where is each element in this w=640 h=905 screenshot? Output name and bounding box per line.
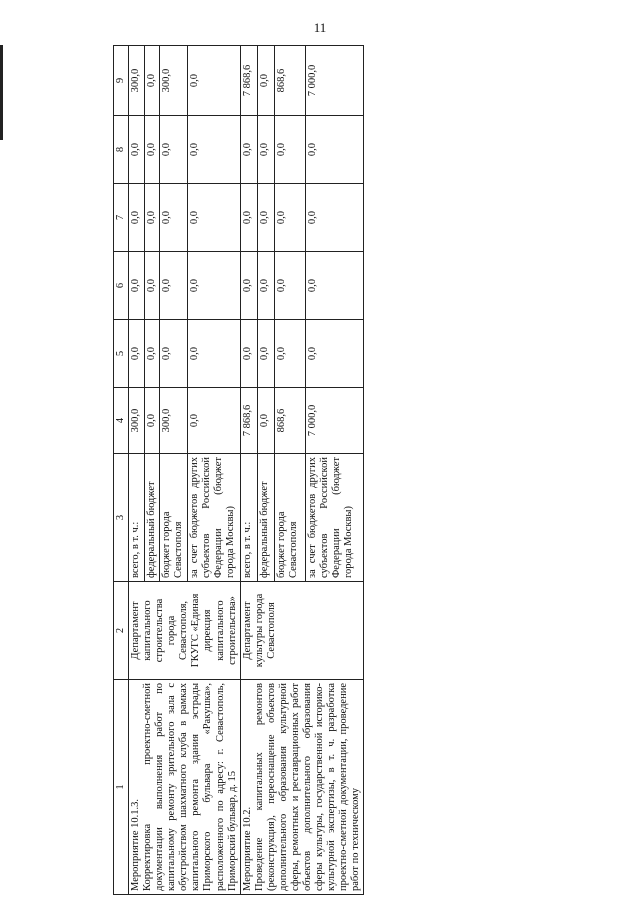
value-cell: 7 000,0 bbox=[305, 46, 363, 116]
value-cell: 300,0 bbox=[129, 46, 144, 116]
executor-cell: Департамент культуры города Севастополя bbox=[240, 582, 364, 680]
page-number: 11 bbox=[313, 20, 327, 35]
source-cell: за счет бюджетов других субъектов Российской Федерации (бюджет города Москвы) bbox=[187, 454, 240, 582]
value-cell: 7 000,0 bbox=[305, 388, 363, 454]
value-cell: 0,0 bbox=[274, 252, 305, 320]
source-cell: за счет бюджетов других субъектов Российской Федерации (бюджет города Москвы) bbox=[305, 454, 363, 582]
value-cell: 868,6 bbox=[274, 46, 305, 116]
scan-edge-mark bbox=[0, 45, 3, 140]
value-cell: 0,0 bbox=[144, 388, 159, 454]
source-cell: федеральный бюджет bbox=[257, 454, 274, 582]
value-cell: 0,0 bbox=[305, 116, 363, 184]
value-cell: 0,0 bbox=[274, 184, 305, 252]
value-cell: 0,0 bbox=[144, 116, 159, 184]
value-cell: 0,0 bbox=[187, 46, 240, 116]
value-cell: 0,0 bbox=[129, 116, 144, 184]
value-cell: 0,0 bbox=[160, 184, 188, 252]
value-cell: 0,0 bbox=[240, 320, 257, 388]
value-cell: 0,0 bbox=[305, 184, 363, 252]
financing-table bbox=[113, 45, 364, 895]
value-cell: 0,0 bbox=[187, 184, 240, 252]
header-col-5: 5 bbox=[114, 320, 129, 388]
header-col-4: 4 bbox=[114, 388, 129, 454]
header-col-7: 7 bbox=[114, 184, 129, 252]
source-cell: федеральный бюджет bbox=[144, 454, 159, 582]
value-cell: 0,0 bbox=[257, 116, 274, 184]
header-col-3: 3 bbox=[114, 454, 129, 582]
value-cell: 0,0 bbox=[187, 320, 240, 388]
value-cell: 300,0 bbox=[129, 388, 144, 454]
measure-title: Мероприятие 10.1.3. bbox=[130, 798, 142, 891]
measure-description: Корректировка проектно-сметной документации выполнения работ по капитальному ремонту зрительного зала с обустройством шахматного клуба в рамках капитального ремонта здания эстрады Приморского бульвара «Ракушка», расположенного по адресу: г. Севастополь, Приморский бульвар, д. 15 bbox=[142, 683, 238, 891]
value-cell: 0,0 bbox=[187, 252, 240, 320]
value-cell: 300,0 bbox=[160, 388, 188, 454]
value-cell: 0,0 bbox=[305, 252, 363, 320]
value-cell: 0,0 bbox=[305, 320, 363, 388]
value-cell: 0,0 bbox=[187, 388, 240, 454]
value-cell: 0,0 bbox=[274, 320, 305, 388]
value-cell: 0,0 bbox=[129, 252, 144, 320]
rotated-table-wrapper bbox=[113, 47, 558, 895]
value-cell: 0,0 bbox=[274, 116, 305, 184]
executor-cell: Департамент капитального строительства города Севастополя, ГКУГС «Единая дирекция капитального строительства» bbox=[129, 582, 241, 680]
source-cell: бюджет города Севастополя bbox=[274, 454, 305, 582]
value-cell: 0,0 bbox=[257, 320, 274, 388]
header-col-8: 8 bbox=[114, 116, 129, 184]
value-cell: 0,0 bbox=[144, 320, 159, 388]
value-cell: 0,0 bbox=[240, 252, 257, 320]
measure-cell bbox=[240, 680, 364, 895]
value-cell: 0,0 bbox=[257, 46, 274, 116]
value-cell: 0,0 bbox=[144, 46, 159, 116]
value-cell: 0,0 bbox=[187, 116, 240, 184]
value-cell: 0,0 bbox=[129, 320, 144, 388]
measure-cell bbox=[129, 680, 241, 895]
source-cell: бюджет города Севастополя bbox=[160, 454, 188, 582]
value-cell: 0,0 bbox=[240, 184, 257, 252]
header-col-2: 2 bbox=[114, 582, 129, 680]
header-col-6: 6 bbox=[114, 252, 129, 320]
table-row bbox=[129, 46, 144, 895]
value-cell: 0,0 bbox=[240, 116, 257, 184]
header-col-9: 9 bbox=[114, 46, 129, 116]
value-cell: 0,0 bbox=[129, 184, 144, 252]
value-cell: 0,0 bbox=[257, 184, 274, 252]
measure-title: Мероприятие 10.2. bbox=[241, 806, 253, 891]
value-cell: 300,0 bbox=[160, 46, 188, 116]
value-cell: 7 868,6 bbox=[240, 46, 257, 116]
value-cell: 7 868,6 bbox=[240, 388, 257, 454]
header-row bbox=[114, 46, 129, 895]
value-cell: 0,0 bbox=[144, 184, 159, 252]
header-col-1: 1 bbox=[114, 680, 129, 895]
source-cell: всего, в т. ч.: bbox=[240, 454, 257, 582]
value-cell: 0,0 bbox=[257, 252, 274, 320]
value-cell: 868,6 bbox=[274, 388, 305, 454]
value-cell: 0,0 bbox=[144, 252, 159, 320]
value-cell: 0,0 bbox=[160, 320, 188, 388]
value-cell: 0,0 bbox=[160, 252, 188, 320]
table-row bbox=[240, 46, 257, 895]
measure-description: Проведение капитальных ремонтов (реконструкция), переоснащение объектов дополнительного образования культурной сферы, ремонтных и реставрационных работ объектов дополнительного образования сферы культуры, государственной историко-культурной экспертизы, в т. ч. разработка проектно-сметной документации, проведение работ по техническому bbox=[253, 683, 362, 891]
source-cell: всего, в т. ч.: bbox=[129, 454, 144, 582]
value-cell: 0,0 bbox=[257, 388, 274, 454]
value-cell: 0,0 bbox=[160, 116, 188, 184]
